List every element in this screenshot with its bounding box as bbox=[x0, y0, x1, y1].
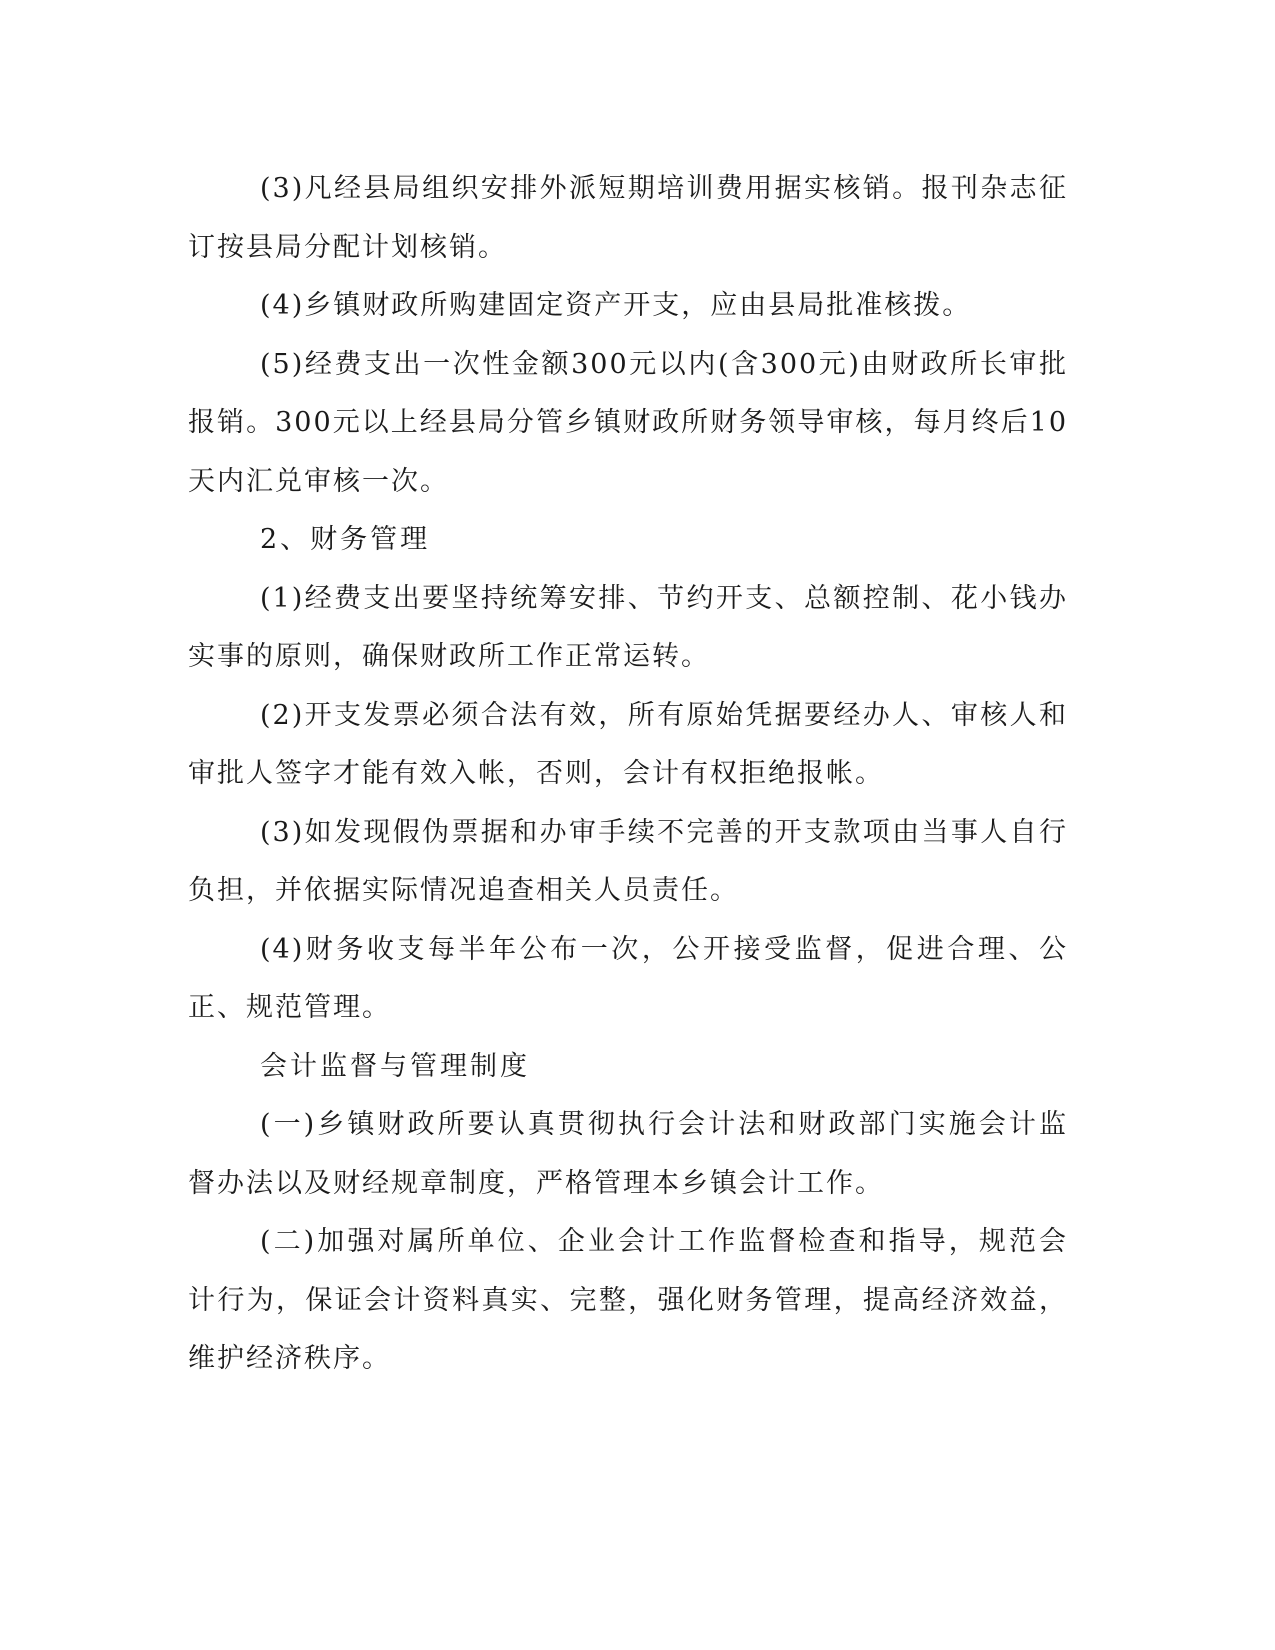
document-body bbox=[188, 160, 1068, 1389]
paragraph-invoice-rules: (2)开支发票必须合法有效，所有原始凭据要经办人、审核人和审批人签字才能有效入帐，否则，会计有权拒绝报帐。 bbox=[188, 699, 1068, 789]
paragraph-training-fees: (3)凡经县局组织安排外派短期培训费用据实核销。报刊杂志征订按县局分配计划核销。 bbox=[188, 173, 1068, 263]
section-heading-accounting-supervision: 会计监督与管理制度 bbox=[260, 1050, 530, 1082]
paragraph-public-disclosure: (4)财务收支每半年公布一次，公开接受监督，促进合理、公正、规范管理。 bbox=[188, 933, 1068, 1023]
section-heading-financial-management: 2、财务管理 bbox=[260, 524, 431, 555]
paragraph-approval-limits: (5)经费支出一次性金额300元以内(含300元)由财政所长审批报销。300元以上经县局分管乡镇财政所财务领导审核，每月终后10天内汇兑审核一次。 bbox=[188, 348, 1068, 497]
paragraph-supervision-one: (一)乡镇财政所要认真贯彻执行会计法和财政部门实施会计监督办法以及财经规章制度，严格管理本乡镇会计工作。 bbox=[188, 1109, 1068, 1199]
paragraph-false-receipts: (3)如发现假伪票据和办审手续不完善的开支款项由当事人自行负担，并依据实际情况追查相关人员责任。 bbox=[188, 816, 1068, 906]
paragraph-fixed-assets: (4)乡镇财政所购建固定资产开支，应由县局批准核拨。 bbox=[260, 290, 972, 321]
paragraph-spending-principles: (1)经费支出要坚持统筹安排、节约开支、总额控制、花小钱办实事的原则，确保财政所工作正常运转。 bbox=[188, 582, 1068, 672]
paragraph-supervision-two: (二)加强对属所单位、企业会计工作监督检查和指导，规范会计行为，保证会计资料真实、完整，强化财务管理，提高经济效益，维护经济秩序。 bbox=[188, 1226, 1068, 1374]
